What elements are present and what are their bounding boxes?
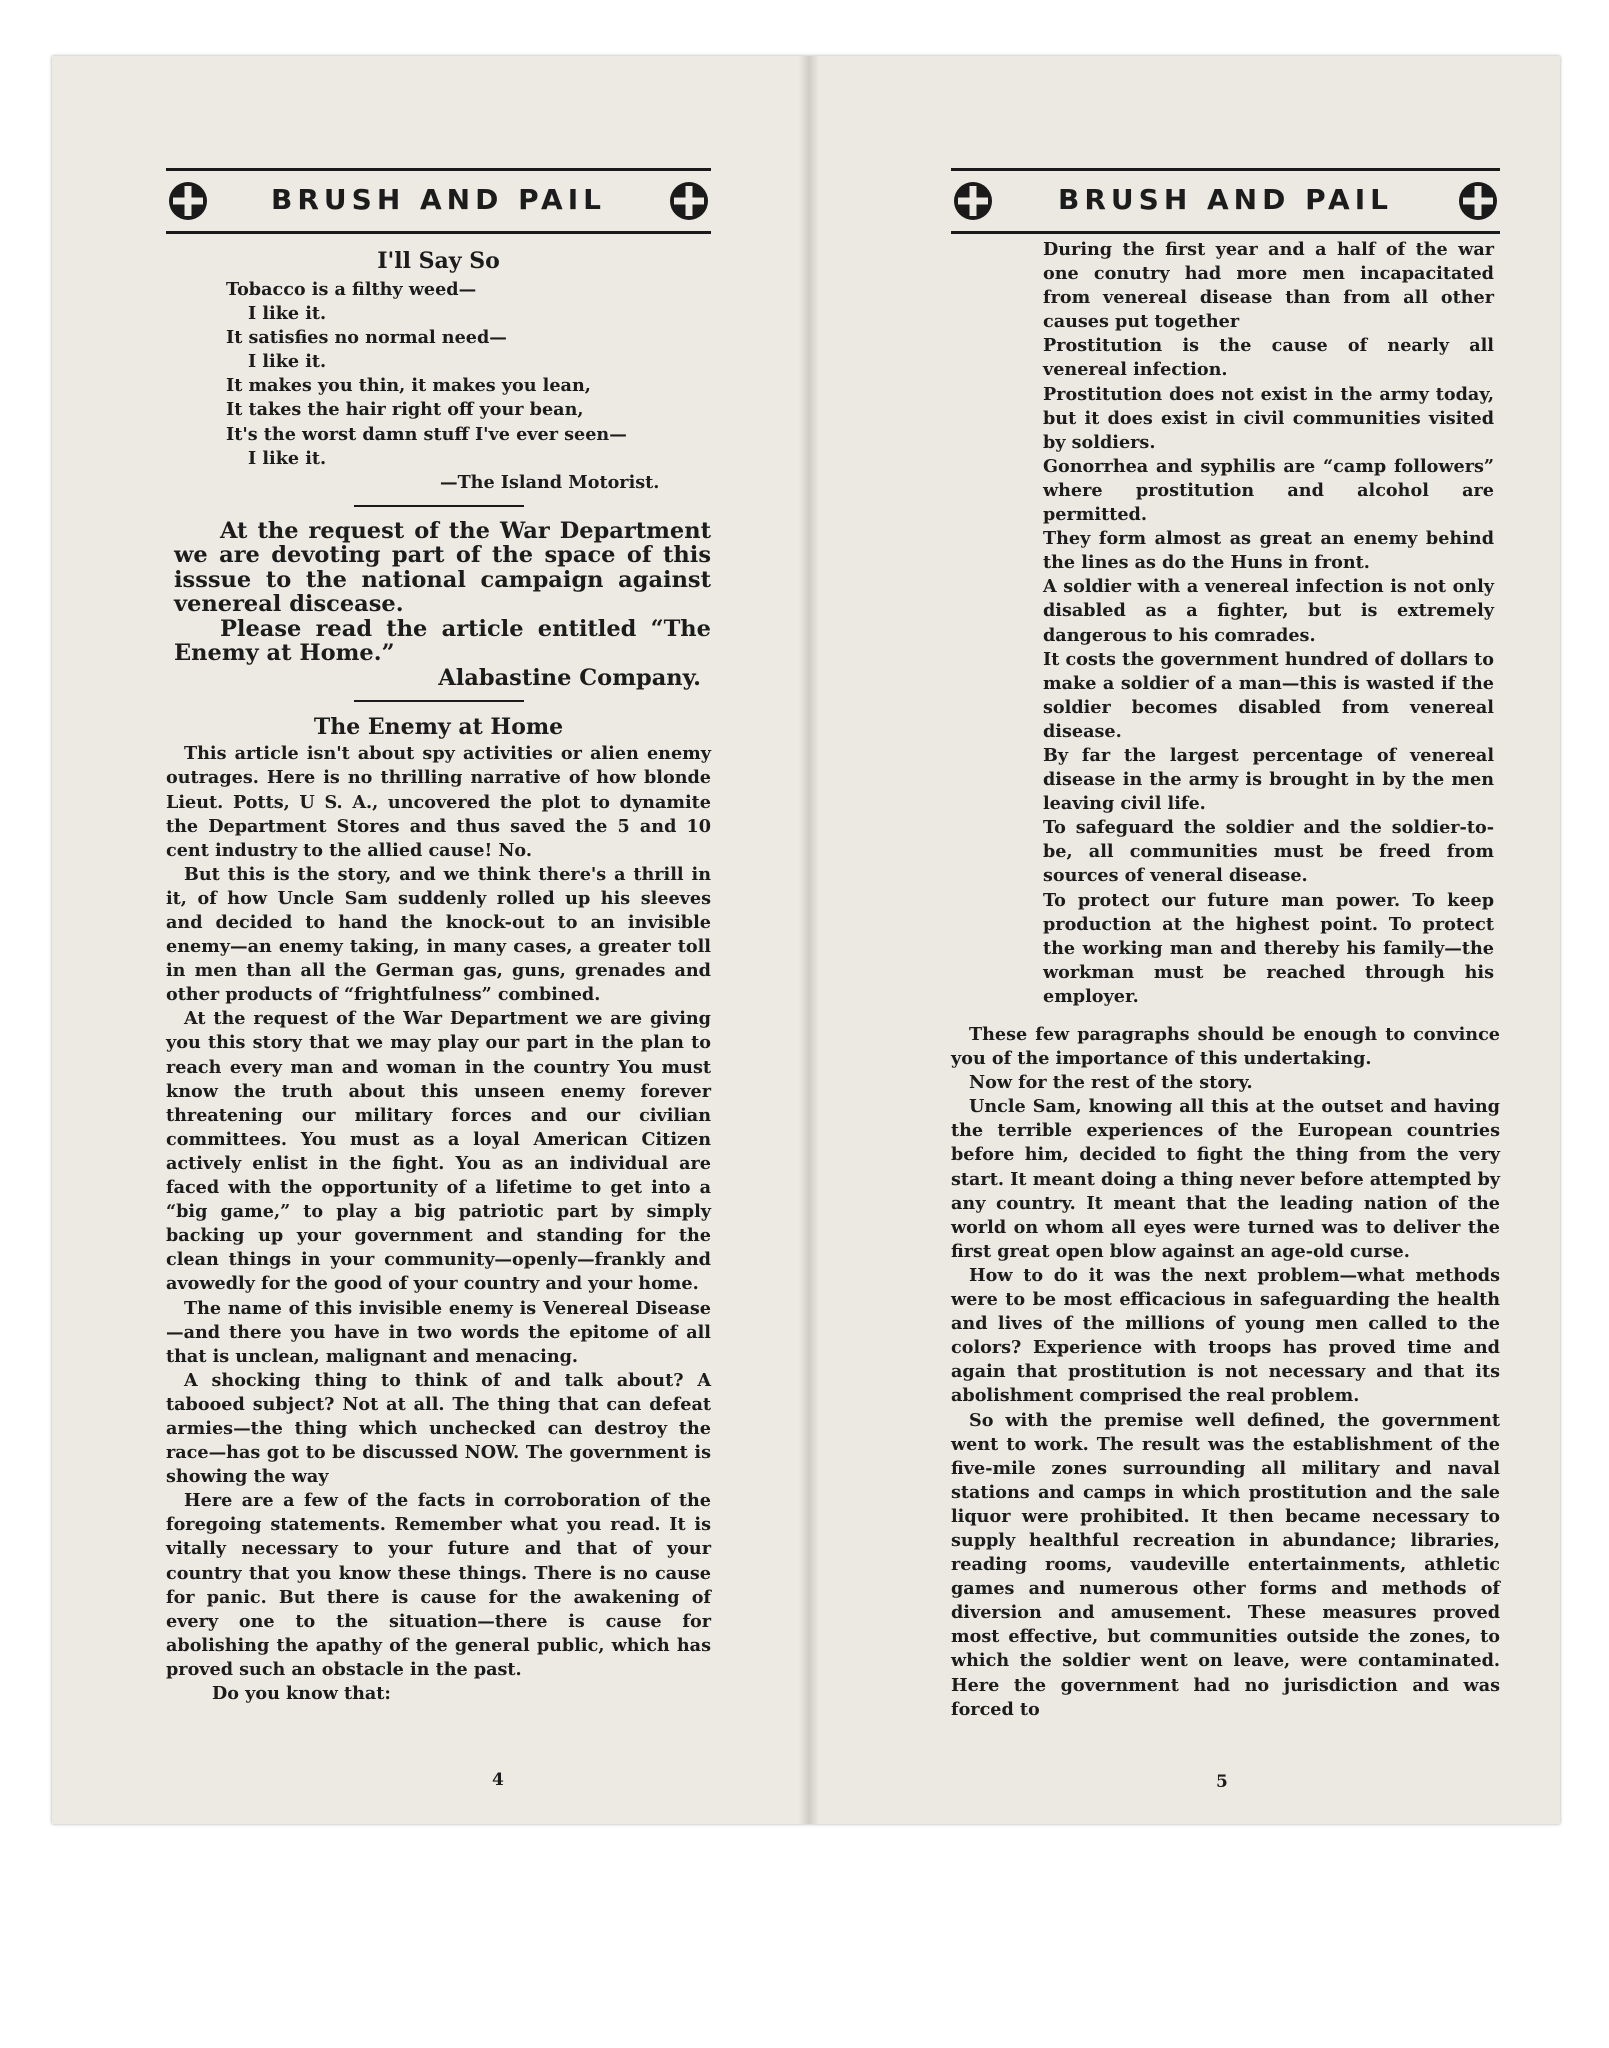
article-paragraph: Here are a few of the facts in corroboration of the foregoing statements. Remember what you read. It is vitally necessary to your future and that of your country that you know these things. There is no cause for panic. But there is cause for the awakening of every one to the situation—there is cause for abolishing the apathy of the general public, which has proved such an obstacle in the past. [166, 1490, 711, 1680]
article-closing: Do you know that: [212, 1683, 391, 1704]
article-continued [951, 1023, 1500, 1722]
facts-list [951, 238, 1500, 1009]
poem-title: I'll Say So [377, 248, 500, 274]
poem-line: It takes the hair right off your bean, [226, 399, 584, 421]
poem-line: I like it. [248, 351, 327, 373]
poem-line: Tobacco is a filthy weed— [226, 279, 477, 300]
masthead-right [951, 168, 1500, 234]
left-column [166, 168, 711, 1706]
poem-line: I like it. [248, 447, 327, 469]
masthead-title: BRUSH AND PAIL [271, 183, 606, 216]
notice-paragraph: Please read the article entitled “The Enemy at Home.” [174, 615, 711, 667]
fact-item: To safeguard the soldier and the soldier-to-be, all communities must be freed from sources of veneral disease. [1043, 817, 1494, 887]
masthead-left [166, 168, 711, 234]
poem [166, 278, 711, 495]
fact-item: It costs the government hundred of dollars to make a soldier of a man—this is wasted if the soldier becomes disabled from venereal disease. [1043, 648, 1494, 742]
article-paragraph: How to do it was the next problem—what methods were to be most efficacious in safeguarding the health and lives of the millions of young men called to the colors? Experience with troops has proved time and again that prostitution is not necessary and that its abolishment comprised the real problem. [951, 1264, 1500, 1407]
divider-rule [354, 700, 524, 702]
article-paragraph: The name of this invisible enemy is Venereal Disease —and there you have in two words the epitome of all that is unclean, malignant and menacing. [166, 1297, 711, 1367]
article-paragraph: At the request of the War Department we are giving you this story that we may play our part in the plan to reach every man and woman in the country You must know the truth about this unseen enemy forever threatening our military forces and our civilian committees. You must as a loyal American Citizen actively enlist in the fight. You as an individual are faced with the opportunity of a lifetime to get into a “big game,” to play a big patriotic part by simply backing up your government and standing for the clean things in your community—openly—frankly and avowedly for the good of your country and your home. [166, 1008, 711, 1295]
article-paragraph: These few paragraphs should be enough to convince you of the importance of this undertaking. [951, 1024, 1500, 1070]
notice-signature: Alabastine Company. [438, 664, 701, 691]
poem-line: It satisfies no normal need— [226, 327, 507, 349]
spine-gutter [799, 56, 819, 1824]
war-department-notice [166, 519, 711, 691]
booklet-spread [52, 56, 1560, 1824]
article-paragraph: Uncle Sam, knowing all this at the outset and having the terrible experiences of the European countries before him, decided to fight the thing from the very start. It meant doing a thing never before attempted by any country. It meant that the leading nation of the world on whom all eyes were turned was to deliver the first great open blow against an age-old curse. [951, 1096, 1500, 1262]
article-paragraph: So with the premise well defined, the government went to work. The result was the establishment of the five-mile zones surrounding all military and naval stations and camps in which prostitution and the sale liquor were prohibited. It then became necessary to supply healthful recreation in abundance; libraries, reading rooms, vaudeville entertainments, athletic games and numerous other forms and methods of diversion and amusement. These measures proved most effective, but communities outside the zones, to which the soldier went on leave, were contaminated. Here the government had no jurisdiction and was forced to [951, 1409, 1500, 1720]
article-body [166, 742, 711, 1706]
cross-emblem-icon [1458, 181, 1498, 221]
notice-paragraph: At the request of the War Department we are devoting part of the space of this isssue to the national campaign against venereal discease. [174, 517, 711, 618]
page-number: 5 [1216, 1772, 1228, 1792]
masthead-title: BRUSH AND PAIL [1058, 183, 1393, 216]
fact-item: Prostitution does not exist in the army today, but it does exist in civil communities visited by soldiers. [1043, 383, 1494, 453]
right-column [951, 168, 1500, 1722]
cross-emblem-icon [669, 181, 709, 221]
fact-item: During the first year and a half of the war one conutry had more men incapacitated from venereal disease than from all other causes put together [1043, 239, 1494, 333]
poem-line: I like it. [248, 303, 327, 325]
fact-item: A soldier with a venereal infection is not only disabled as a fighter, but is extremely dangerous to his comrades. [1043, 576, 1494, 646]
divider-rule [354, 505, 524, 507]
page-number: 4 [492, 1770, 504, 1790]
poem-attribution: —The Island Motorist. [440, 471, 660, 493]
article-paragraph: Now for the rest of the story. [969, 1072, 1253, 1094]
fact-item: Gonorrhea and syphilis are “camp followers” where prostitution and alcohol are permitted. [1043, 455, 1494, 526]
poem-line: It's the worst damn stuff I've ever seen— [226, 423, 627, 445]
article-paragraph: This article isn't about spy activities or alien enemy outrages. Here is no thrilling narrative of how blonde Lieut. Potts, U S. A., uncovered the plot to dynamite the Department Stores and thus saved the 5 and 10 cent industry to the allied cause! No. [166, 743, 711, 861]
right-page [809, 56, 1560, 1824]
article-paragraph: But this is the story, and we think there's a thrill in it, of how Uncle Sam suddenly rolled up his sleeves and decided to hand the knock-out to an invisible enemy—an enemy taking, in many cases, a greater toll in men than all the German gas, guns, grenades and other products of “frightfulness” combined. [166, 863, 711, 1006]
fact-item: They form almost as great an enemy behind the lines as do the Huns in front. [1043, 528, 1494, 574]
fact-item: To protect our future man power. To keep production at the highest point. To protect the working man and thereby his family—the workman must be reached through his employer. [1043, 889, 1494, 1007]
article-paragraph: A shocking thing to think of and talk about? A tabooed subject? Not at all. The thing that can defeat armies—the thing which unchecked can destroy the race—has got to be discussed NOW. The government is showing the way [166, 1369, 711, 1488]
article-title: The Enemy at Home [313, 714, 564, 741]
poem-line: It makes you thin, it makes you lean, [226, 375, 591, 397]
fact-item: By far the largest percentage of venereal disease in the army is brought in by the men leaving civil life. [1043, 744, 1494, 815]
left-page [52, 56, 809, 1824]
fact-item: Prostitution is the cause of nearly all venereal infection. [1043, 335, 1494, 381]
